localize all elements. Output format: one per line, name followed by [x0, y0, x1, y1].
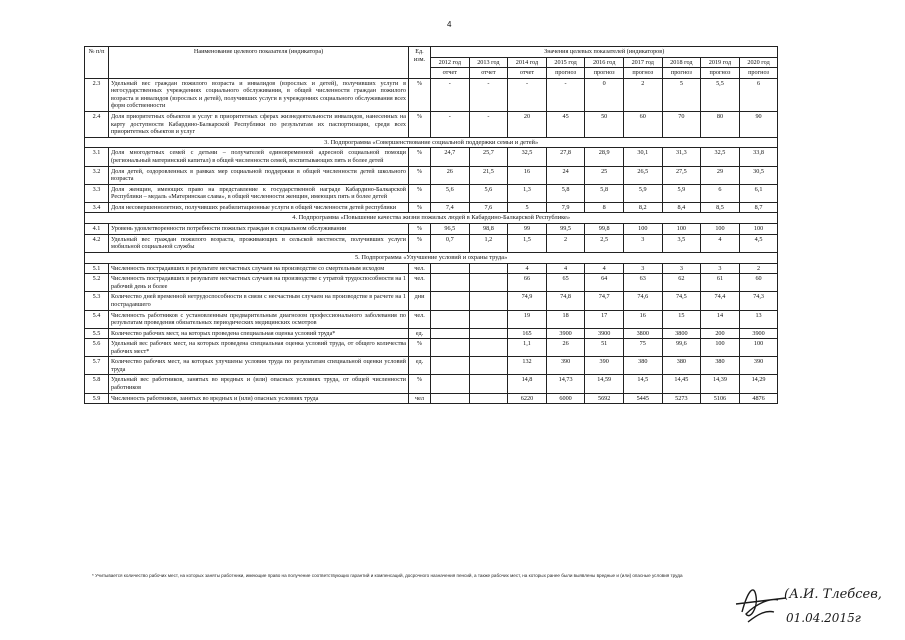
indicator-name: Доля приоритетных объектов и услуг в приоритетных сферах жизнедеятельности инвалидов, нанесенных на карту доступности Кабардино-Балкарской Республики по результатам их паспортизации, среди всех приоритетных объектов и услуг — [109, 111, 409, 137]
value-cell: 6 — [701, 184, 740, 202]
value-cell: 65 — [546, 274, 585, 292]
value-cell: 17 — [585, 310, 624, 328]
value-cell: 3800 — [623, 328, 662, 339]
header-unit: Ед. изм. — [409, 47, 431, 79]
value-cell: 100 — [701, 224, 740, 235]
value-cell: 3 — [623, 263, 662, 274]
value-cell: 26 — [431, 166, 470, 184]
indicator-name: Количество рабочих мест, на которых улучшены условия труда по результатам специальной оценки условий труда — [109, 357, 409, 375]
value-cell: 14,5 — [623, 375, 662, 393]
value-cell: 8,5 — [701, 202, 740, 213]
header-year: 2020 год — [739, 57, 778, 68]
value-cell: 27,5 — [662, 166, 701, 184]
indicator-name: Доля детей, оздоровленных в рамках мер социальной поддержки в общей численности детей школьного возраста — [109, 166, 409, 184]
value-cell: 8,7 — [739, 202, 778, 213]
value-cell: 18 — [546, 310, 585, 328]
value-cell — [431, 357, 470, 375]
value-cell: 390 — [546, 357, 585, 375]
value-cell: 27,8 — [546, 148, 585, 166]
value-cell: 74,3 — [739, 292, 778, 310]
value-cell: 100 — [701, 339, 740, 357]
value-cell: 50 — [585, 111, 624, 137]
value-cell: 3 — [662, 263, 701, 274]
table-header — [85, 47, 778, 79]
value-cell: 98,8 — [469, 224, 508, 235]
value-cell: 33,8 — [739, 148, 778, 166]
value-cell: 1,2 — [469, 234, 508, 252]
unit-cell: дни — [409, 292, 431, 310]
value-cell: 14,39 — [701, 375, 740, 393]
signature-date: 01.04.2015г — [786, 611, 861, 625]
indicator-name: Уровень удовлетворенности потребности пожилых граждан в социальном обслуживании — [109, 224, 409, 235]
value-cell: 390 — [585, 357, 624, 375]
value-cell: 5445 — [623, 393, 662, 404]
value-cell: 380 — [623, 357, 662, 375]
value-cell: 30,5 — [739, 166, 778, 184]
header-status: прогноз — [662, 68, 701, 79]
value-cell — [469, 263, 508, 274]
unit-cell: чел. — [409, 274, 431, 292]
table-row — [85, 274, 778, 292]
value-cell: 74,6 — [623, 292, 662, 310]
value-cell: 99 — [508, 224, 547, 235]
value-cell: 25,7 — [469, 148, 508, 166]
value-cell: 99,8 — [585, 224, 624, 235]
row-number: 5.9 — [85, 393, 109, 404]
value-cell: 390 — [739, 357, 778, 375]
header-year: 2016 год — [585, 57, 624, 68]
header-year: 2014 год — [508, 57, 547, 68]
signature-name: (А.И. Тлебсев, — [784, 587, 882, 602]
unit-cell: % — [409, 148, 431, 166]
section-header-row — [85, 137, 778, 148]
header-status: прогноз — [623, 68, 662, 79]
value-cell: 60 — [739, 274, 778, 292]
value-cell: 74,7 — [585, 292, 624, 310]
unit-cell: чел. — [409, 263, 431, 274]
indicator-name: Доля многодетных семей с детьми – получателей единовременной адресной социальной помощи (региональный материнский капитал) в общей численности семей, воспитывающих пять и более детей — [109, 148, 409, 166]
header-year: 2019 год — [701, 57, 740, 68]
page-number: 4 — [447, 20, 452, 29]
unit-cell: ед. — [409, 357, 431, 375]
row-number: 3.1 — [85, 148, 109, 166]
value-cell — [431, 375, 470, 393]
table-row — [85, 234, 778, 252]
value-cell: 5,9 — [662, 184, 701, 202]
value-cell: 8,2 — [623, 202, 662, 213]
value-cell: 1,3 — [508, 184, 547, 202]
section-header-row — [85, 213, 778, 224]
unit-cell: ед. — [409, 328, 431, 339]
header-year: 2015 год — [546, 57, 585, 68]
value-cell — [469, 292, 508, 310]
indicator-name: Численность работников, занятых во вредных и (или) опасных условиях труда — [109, 393, 409, 404]
value-cell: 1,5 — [508, 234, 547, 252]
header-year: 2018 год — [662, 57, 701, 68]
indicator-name: Доля женщин, имеющих право на представление к государственной награде Кабардино-Балкарской Республики – медаль «Материнская слава», в общей численности женщин, имеющих пять и более детей — [109, 184, 409, 202]
value-cell: 74,9 — [508, 292, 547, 310]
header-status: отчет — [469, 68, 508, 79]
table-row — [85, 202, 778, 213]
row-number: 5.5 — [85, 328, 109, 339]
value-cell: 15 — [662, 310, 701, 328]
value-cell: 2 — [623, 78, 662, 111]
table-row — [85, 78, 778, 111]
value-cell: 2 — [546, 234, 585, 252]
row-number: 5.3 — [85, 292, 109, 310]
value-cell — [431, 274, 470, 292]
value-cell: 4 — [508, 263, 547, 274]
value-cell: 380 — [701, 357, 740, 375]
table-row — [85, 375, 778, 393]
value-cell: 4 — [701, 234, 740, 252]
value-cell: 2 — [739, 263, 778, 274]
table-row — [85, 111, 778, 137]
value-cell: 3 — [701, 263, 740, 274]
value-cell: 32,5 — [508, 148, 547, 166]
row-number: 3.4 — [85, 202, 109, 213]
value-cell: 14,45 — [662, 375, 701, 393]
unit-cell: % — [409, 339, 431, 357]
value-cell — [469, 310, 508, 328]
value-cell: 20 — [508, 111, 547, 137]
table-row — [85, 328, 778, 339]
unit-cell: % — [409, 375, 431, 393]
row-number: 5.2 — [85, 274, 109, 292]
value-cell — [469, 274, 508, 292]
value-cell: 14,29 — [739, 375, 778, 393]
value-cell: 32,5 — [701, 148, 740, 166]
value-cell — [431, 263, 470, 274]
row-number: 2.3 — [85, 78, 109, 111]
unit-cell: чел. — [409, 310, 431, 328]
header-name: Наименование целевого показателя (индикатора) — [109, 47, 409, 79]
value-cell: 0 — [585, 78, 624, 111]
indicator-name: Численность пострадавших в результате несчастных случаев на производстве с утратой трудоспособности на 1 рабочий день и более — [109, 274, 409, 292]
value-cell: 5273 — [662, 393, 701, 404]
value-cell: 24 — [546, 166, 585, 184]
value-cell: 14,73 — [546, 375, 585, 393]
indicator-name: Количество рабочих мест, на которых проведена специальная оценка условий труда* — [109, 328, 409, 339]
header-year: 2017 год — [623, 57, 662, 68]
value-cell: 64 — [585, 274, 624, 292]
signature-scribble — [736, 590, 786, 622]
value-cell: 62 — [662, 274, 701, 292]
value-cell: 100 — [739, 224, 778, 235]
header-year: 2012 год — [431, 57, 470, 68]
value-cell: 5,8 — [585, 184, 624, 202]
value-cell: 4 — [546, 263, 585, 274]
unit-cell: чел — [409, 393, 431, 404]
value-cell: 2,5 — [585, 234, 624, 252]
value-cell: - — [508, 78, 547, 111]
table-row — [85, 166, 778, 184]
value-cell: 3 — [623, 234, 662, 252]
unit-cell: % — [409, 184, 431, 202]
value-cell — [431, 328, 470, 339]
table-row — [85, 339, 778, 357]
indicator-name: Численность работников с установленным предварительным диагнозом профессионального заболевания по результатам проведения обязательных периодических медицинских осмотров — [109, 310, 409, 328]
table-body — [85, 78, 778, 403]
value-cell: 99,5 — [546, 224, 585, 235]
value-cell: 24,7 — [431, 148, 470, 166]
value-cell: 16 — [508, 166, 547, 184]
value-cell — [469, 393, 508, 404]
value-cell: 45 — [546, 111, 585, 137]
value-cell: 3900 — [546, 328, 585, 339]
header-year: 2013 год — [469, 57, 508, 68]
value-cell: 200 — [701, 328, 740, 339]
value-cell: 14,8 — [508, 375, 547, 393]
header-status: отчет — [508, 68, 547, 79]
value-cell: 5106 — [701, 393, 740, 404]
value-cell: 3,5 — [662, 234, 701, 252]
table-row — [85, 292, 778, 310]
row-number: 3.2 — [85, 166, 109, 184]
value-cell — [469, 339, 508, 357]
section-title: 5. Подпрограмма «Улучшение условий и охраны труда» — [85, 252, 778, 263]
value-cell: 6,1 — [739, 184, 778, 202]
value-cell: 4876 — [739, 393, 778, 404]
value-cell: 80 — [701, 111, 740, 137]
value-cell: 7,9 — [546, 202, 585, 213]
value-cell: 7,6 — [469, 202, 508, 213]
value-cell: 14,59 — [585, 375, 624, 393]
section-header-row — [85, 252, 778, 263]
indicator-name: Доля несовершеннолетних, получивших реабилитационные услуги в общей численности детей республики — [109, 202, 409, 213]
value-cell: 30,1 — [623, 148, 662, 166]
table-row — [85, 393, 778, 404]
row-number: 3.3 — [85, 184, 109, 202]
row-number: 2.4 — [85, 111, 109, 137]
header-status: отчет — [431, 68, 470, 79]
header-num: № п/п — [85, 47, 109, 79]
table-row — [85, 224, 778, 235]
value-cell: 8 — [585, 202, 624, 213]
row-number: 4.1 — [85, 224, 109, 235]
value-cell: 5692 — [585, 393, 624, 404]
section-title: 4. Подпрограмма «Повышение качества жизни пожилых людей в Кабардино-Балкарской Республике» — [85, 213, 778, 224]
value-cell: 6000 — [546, 393, 585, 404]
unit-cell: % — [409, 224, 431, 235]
value-cell: 61 — [701, 274, 740, 292]
value-cell: 5 — [662, 78, 701, 111]
value-cell: 96,5 — [431, 224, 470, 235]
header-status: прогноз — [739, 68, 778, 79]
row-number: 5.8 — [85, 375, 109, 393]
value-cell: 16 — [623, 310, 662, 328]
indicator-name: Удельный вес граждан пожилого возраста, проживающих в сельской местности, получивших услуги мобильной социальной службы — [109, 234, 409, 252]
value-cell — [469, 328, 508, 339]
footnote: * Учитывается количество рабочих мест, на которых заняты работники, имеющие право на получение соответствующих гарантий и компенсаций, досрочного назначения пенсий, а также рабочих мест, на которых ранее были выявлены вредные и (или) опасные условия труда — [92, 573, 683, 578]
value-cell: 6 — [739, 78, 778, 111]
indicator-name: Количество дней временной нетрудоспособности в связи с несчастным случаем на производстве в расчете на 1 пострадавшего — [109, 292, 409, 310]
value-cell: 25 — [585, 166, 624, 184]
value-cell: 165 — [508, 328, 547, 339]
row-number: 5.7 — [85, 357, 109, 375]
value-cell: 4 — [585, 263, 624, 274]
value-cell — [431, 310, 470, 328]
value-cell — [469, 357, 508, 375]
value-cell: 26 — [546, 339, 585, 357]
value-cell: 5 — [508, 202, 547, 213]
value-cell: 100 — [662, 224, 701, 235]
table-row — [85, 148, 778, 166]
value-cell: 51 — [585, 339, 624, 357]
value-cell: 5,8 — [546, 184, 585, 202]
value-cell: 60 — [623, 111, 662, 137]
value-cell: 74,5 — [662, 292, 701, 310]
value-cell: - — [431, 78, 470, 111]
row-number: 5.6 — [85, 339, 109, 357]
value-cell: 4,5 — [739, 234, 778, 252]
value-cell: 5,9 — [623, 184, 662, 202]
value-cell: 100 — [739, 339, 778, 357]
value-cell — [469, 375, 508, 393]
value-cell: 74,4 — [701, 292, 740, 310]
value-cell: 1,1 — [508, 339, 547, 357]
table-row — [85, 263, 778, 274]
indicator-name: Удельный вес работников, занятых во вредных и (или) опасных условиях труда, от общей численности работников — [109, 375, 409, 393]
value-cell: - — [546, 78, 585, 111]
value-cell: 75 — [623, 339, 662, 357]
value-cell — [431, 393, 470, 404]
value-cell: 3900 — [739, 328, 778, 339]
value-cell: 66 — [508, 274, 547, 292]
value-cell — [431, 339, 470, 357]
value-cell: 31,3 — [662, 148, 701, 166]
value-cell: 70 — [662, 111, 701, 137]
row-number: 5.1 — [85, 263, 109, 274]
row-number: 5.4 — [85, 310, 109, 328]
value-cell: 14 — [701, 310, 740, 328]
section-title: 3. Подпрограмма «Совершенствование социальной поддержки семьи и детей» — [85, 137, 778, 148]
value-cell: 5,5 — [701, 78, 740, 111]
header-status: прогноз — [701, 68, 740, 79]
value-cell: 21,5 — [469, 166, 508, 184]
table-row — [85, 310, 778, 328]
value-cell: 19 — [508, 310, 547, 328]
unit-cell: % — [409, 111, 431, 137]
value-cell: 0,7 — [431, 234, 470, 252]
value-cell: - — [431, 111, 470, 137]
value-cell: 28,9 — [585, 148, 624, 166]
value-cell: 63 — [623, 274, 662, 292]
value-cell: 5,6 — [469, 184, 508, 202]
value-cell: 26,5 — [623, 166, 662, 184]
value-cell: 29 — [701, 166, 740, 184]
value-cell: 8,4 — [662, 202, 701, 213]
header-status: прогноз — [546, 68, 585, 79]
value-cell: 6220 — [508, 393, 547, 404]
value-cell: 132 — [508, 357, 547, 375]
header-values: Значения целевых показателей (индикаторов) — [431, 47, 778, 58]
value-cell: 74,8 — [546, 292, 585, 310]
table-row — [85, 184, 778, 202]
indicator-name: Численность пострадавших в результате несчастных случаев на производстве со смертельным исходом — [109, 263, 409, 274]
value-cell — [431, 292, 470, 310]
indicator-name: Удельный вес рабочих мест, на которых проведена специальная оценка условий труда, от общего количества рабочих мест* — [109, 339, 409, 357]
value-cell: - — [469, 78, 508, 111]
unit-cell: % — [409, 234, 431, 252]
value-cell: 100 — [623, 224, 662, 235]
value-cell: 7,4 — [431, 202, 470, 213]
table-row — [85, 357, 778, 375]
unit-cell: % — [409, 202, 431, 213]
value-cell: 99,6 — [662, 339, 701, 357]
value-cell: 5,6 — [431, 184, 470, 202]
row-number: 4.2 — [85, 234, 109, 252]
indicator-name: Удельный вес граждан пожилого возраста и инвалидов (взрослых и детей), получивших услуги в негосударственных учреждениях социального обслуживания, в общей численности граждан пожилого возраста и инвалидов (взрослых и детей), получивших услуги в учреждениях социального обслуживания всех форм собственности — [109, 78, 409, 111]
value-cell: 90 — [739, 111, 778, 137]
value-cell: 13 — [739, 310, 778, 328]
unit-cell: % — [409, 166, 431, 184]
signature — [728, 574, 888, 634]
value-cell: 3800 — [662, 328, 701, 339]
header-status: прогноз — [585, 68, 624, 79]
indicators-table — [84, 46, 778, 404]
value-cell: 3900 — [585, 328, 624, 339]
value-cell: - — [469, 111, 508, 137]
unit-cell: % — [409, 78, 431, 111]
value-cell: 380 — [662, 357, 701, 375]
